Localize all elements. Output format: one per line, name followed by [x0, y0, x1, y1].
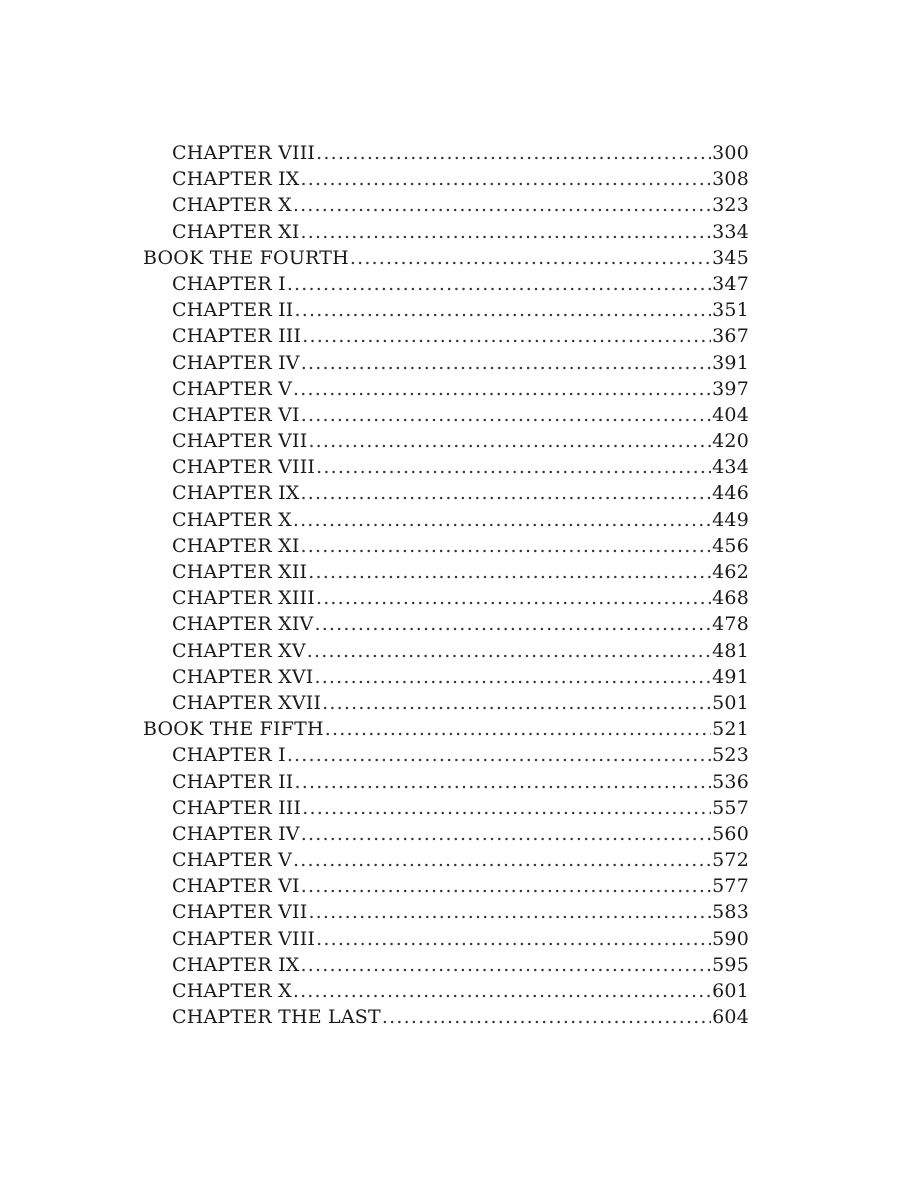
- dot-leader: [382, 1004, 711, 1030]
- toc-chapter-entry[interactable]: [143, 297, 749, 323]
- toc-chapter-entry[interactable]: [143, 323, 749, 349]
- toc-chapter-entry[interactable]: [143, 559, 749, 585]
- toc-chapter-entry[interactable]: [143, 664, 749, 690]
- toc-entry-label: CHAPTER XI: [172, 220, 300, 243]
- dot-leader: [322, 690, 711, 716]
- toc-entry-page-number: 468: [712, 587, 749, 610]
- toc-chapter-entry[interactable]: [143, 140, 749, 166]
- dot-leader: [308, 899, 711, 925]
- toc-chapter-entry[interactable]: [143, 978, 749, 1004]
- toc-entry-label: CHAPTER VII: [172, 430, 308, 453]
- toc-entry-page-number: 572: [712, 849, 749, 872]
- toc-entry-label: CHAPTER XI: [172, 534, 300, 557]
- dot-leader: [295, 297, 712, 323]
- dot-leader: [301, 533, 712, 559]
- toc-chapter-entry[interactable]: [143, 428, 749, 454]
- dot-leader: [316, 926, 711, 952]
- toc-entry-label: CHAPTER IX: [172, 168, 300, 191]
- toc-chapter-entry[interactable]: [143, 533, 749, 559]
- toc-chapter-entry[interactable]: [143, 480, 749, 506]
- toc-chapter-entry[interactable]: [143, 638, 749, 664]
- toc-entry-page-number: 501: [712, 691, 749, 714]
- toc-entry-page-number: 323: [712, 194, 749, 217]
- dot-leader: [350, 245, 711, 271]
- toc-entry-page-number: 577: [712, 875, 749, 898]
- toc-entry-page-number: 523: [712, 744, 749, 767]
- toc-entry-page-number: 397: [712, 377, 749, 400]
- toc-chapter-entry[interactable]: [143, 926, 749, 952]
- toc-entry-page-number: 404: [712, 403, 749, 426]
- dot-leader: [302, 323, 711, 349]
- dot-leader: [308, 428, 711, 454]
- toc-entry-page-number: 557: [712, 796, 749, 819]
- toc-entry-label: CHAPTER XIV: [172, 613, 314, 636]
- toc-chapter-entry[interactable]: [143, 795, 749, 821]
- toc-entry-label: CHAPTER IV: [172, 822, 300, 845]
- toc-entry-label: CHAPTER VII: [172, 901, 308, 924]
- toc-entry-label: CHAPTER VIII: [172, 142, 316, 164]
- toc-entry-page-number: 583: [712, 901, 749, 924]
- toc-chapter-entry[interactable]: [143, 899, 749, 925]
- toc-entry-page-number: 590: [712, 927, 749, 950]
- toc-entry-page-number: 347: [712, 272, 749, 295]
- toc-chapter-entry[interactable]: [143, 454, 749, 480]
- toc-entry-label: CHAPTER V: [172, 377, 293, 400]
- toc-entry-page-number: 456: [712, 534, 749, 557]
- dot-leader: [287, 271, 711, 297]
- toc-entry-page-number: 367: [712, 325, 749, 348]
- toc-entry-label: CHAPTER VIII: [172, 456, 316, 479]
- toc-chapter-entry[interactable]: [143, 690, 749, 716]
- toc-entry-label: CHAPTER XVI: [172, 665, 314, 688]
- toc-entry-label: CHAPTER II: [172, 770, 294, 793]
- toc-entry-label: CHAPTER I: [172, 744, 286, 767]
- toc-entry-label: CHAPTER IX: [172, 953, 300, 976]
- toc-entry-label: CHAPTER VI: [172, 403, 300, 426]
- toc-book-entry[interactable]: [143, 245, 749, 271]
- toc-entry-label: CHAPTER II: [172, 299, 294, 322]
- dot-leader: [293, 847, 711, 873]
- toc-entry-page-number: 536: [712, 770, 749, 793]
- dot-leader: [293, 978, 711, 1004]
- toc-entry-page-number: 462: [712, 561, 749, 583]
- toc-entry-label: CHAPTER IX: [172, 482, 300, 505]
- dot-leader: [301, 350, 711, 376]
- dot-leader: [293, 507, 711, 533]
- toc-entry-page-number: 351: [712, 299, 749, 322]
- toc-entry-label: CHAPTER III: [172, 796, 302, 819]
- toc-entry-label: CHAPTER I: [172, 272, 286, 295]
- toc-chapter-entry[interactable]: [143, 1004, 749, 1030]
- toc-entry-label: CHAPTER VI: [172, 875, 300, 898]
- toc-entry-label: CHAPTER XII: [172, 561, 308, 583]
- dot-leader: [301, 480, 712, 506]
- toc-chapter-entry[interactable]: [143, 219, 749, 245]
- toc-entry-page-number: 449: [712, 508, 749, 531]
- toc-chapter-entry[interactable]: [143, 271, 749, 297]
- toc-entry-page-number: 345: [712, 246, 749, 269]
- dot-leader: [301, 952, 712, 978]
- toc-entry-label: CHAPTER THE LAST: [172, 1006, 381, 1029]
- toc-chapter-entry[interactable]: [143, 376, 749, 402]
- toc-entry-page-number: 601: [712, 980, 749, 1002]
- toc-chapter-entry[interactable]: [143, 166, 749, 192]
- toc-chapter-entry[interactable]: [143, 769, 749, 795]
- dot-leader: [316, 585, 711, 611]
- toc-entry-label: CHAPTER X: [172, 508, 292, 531]
- dot-leader: [301, 219, 712, 245]
- toc-entry-label: BOOK THE FOURTH: [143, 246, 349, 269]
- toc-chapter-entry[interactable]: [143, 742, 749, 768]
- toc-entry-page-number: 334: [712, 220, 749, 243]
- toc-entry-page-number: 420: [712, 430, 749, 453]
- toc-entry-label: CHAPTER XVII: [172, 691, 322, 714]
- toc-entry-page-number: 604: [712, 1006, 749, 1029]
- dot-leader: [314, 611, 711, 637]
- dot-leader: [301, 166, 712, 192]
- toc-chapter-entry[interactable]: [143, 585, 749, 611]
- toc-entry-page-number: 308: [712, 168, 749, 191]
- toc-chapter-entry[interactable]: [143, 821, 749, 847]
- toc-chapter-entry[interactable]: [143, 611, 749, 637]
- toc-entry-label: CHAPTER V: [172, 849, 293, 872]
- dot-leader: [314, 664, 711, 690]
- toc-entry-page-number: 478: [712, 613, 749, 636]
- dot-leader: [308, 559, 711, 585]
- toc-chapter-entry[interactable]: [143, 192, 749, 218]
- toc-entry-label: CHAPTER XIII: [172, 587, 315, 610]
- toc-entry-page-number: 491: [712, 665, 749, 688]
- dot-leader: [293, 376, 711, 402]
- toc-entry-label: CHAPTER VIII: [172, 927, 316, 950]
- dot-leader: [295, 769, 712, 795]
- dot-leader: [302, 795, 711, 821]
- toc-entry-label: CHAPTER IV: [172, 351, 300, 374]
- dot-leader: [307, 638, 711, 664]
- toc-entry-page-number: 300: [712, 142, 749, 164]
- dot-leader: [287, 742, 711, 768]
- toc-chapter-entry[interactable]: [143, 507, 749, 533]
- toc-chapter-entry[interactable]: [143, 350, 749, 376]
- toc-entry-label: CHAPTER III: [172, 325, 302, 348]
- table-of-contents: [143, 140, 749, 1030]
- toc-chapter-entry[interactable]: [143, 873, 749, 899]
- dot-leader: [293, 192, 711, 218]
- toc-entry-page-number: 560: [712, 822, 749, 845]
- dot-leader: [316, 454, 711, 480]
- toc-entry-label: CHAPTER X: [172, 980, 292, 1002]
- toc-entry-label: CHAPTER X: [172, 194, 292, 217]
- toc-book-entry[interactable]: [143, 716, 749, 742]
- toc-entry-page-number: 391: [712, 351, 749, 374]
- toc-entry-label: BOOK THE FIFTH: [143, 718, 324, 741]
- toc-entry-page-number: 595: [712, 953, 749, 976]
- toc-chapter-entry[interactable]: [143, 952, 749, 978]
- toc-entry-page-number: 481: [712, 639, 749, 662]
- dot-leader: [301, 873, 711, 899]
- toc-entry-page-number: 434: [712, 456, 749, 479]
- dot-leader: [325, 716, 711, 742]
- toc-chapter-entry[interactable]: [143, 402, 749, 428]
- toc-chapter-entry[interactable]: [143, 847, 749, 873]
- toc-entry-label: CHAPTER XV: [172, 639, 306, 662]
- dot-leader: [301, 402, 711, 428]
- toc-entry-page-number: 446: [712, 482, 749, 505]
- dot-leader: [316, 140, 711, 166]
- toc-entry-page-number: 521: [712, 718, 749, 741]
- dot-leader: [301, 821, 711, 847]
